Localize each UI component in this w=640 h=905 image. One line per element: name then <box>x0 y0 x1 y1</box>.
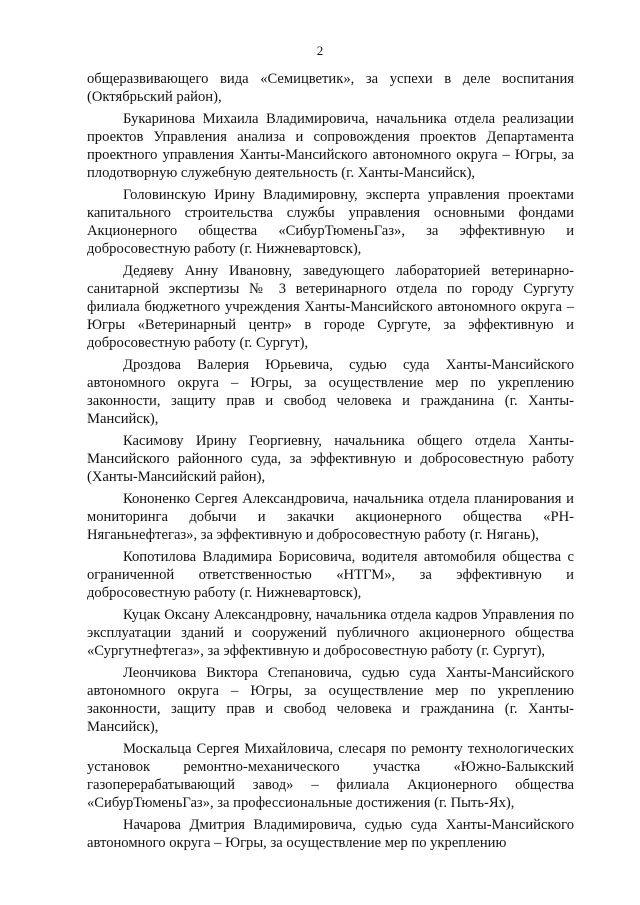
document-body <box>87 70 574 856</box>
award-entry: Москальца Сергея Михайловича, слесаря по ремонту технологических установок ремонтно-механического участка «Южно-Балыкский газоперерабатывающий завод» – филиала Акционерного общества «СибурТюменьГаз», за профессиональные достижения (г. Пыть-Ях), <box>87 741 574 811</box>
award-entry: Головинскую Ирину Владимировну, эксперта управления проектами капитального строительства службы управления основными фондами Акционерного общества «СибурТюменьГаз», за эффективную и добросовестную работу (г. Нижневартовск), <box>87 187 574 257</box>
award-entry: Кононенко Сергея Александровича, начальника отдела планирования и мониторинга добычи и закачки акционерного общества «РН-Няганьнефтегаз», за эффективную и добросовестную работу (г. Нягань), <box>87 491 574 543</box>
award-entry: Дроздова Валерия Юрьевича, судью суда Ханты-Мансийского автономного округа – Югры, за осуществление мер по укреплению законности, защиту прав и свобод человека и гражданина (г. Ханты-Мансийск), <box>87 357 574 427</box>
award-entry-continuation: общеразвивающего вида «Семицветик», за успехи в деле воспитания (Октябрьский район), <box>87 71 574 105</box>
award-entry: Куцак Оксану Александровну, начальника отдела кадров Управления по эксплуатации зданий и сооружений публичного акционерного общества «Сургутнефтегаз», за эффективную и добросовестную работу (г. Сургут), <box>87 607 574 659</box>
award-entry: Букаринова Михаила Владимировича, начальника отдела реализации проектов Управления анализа и сопровождения проектов Департамента проектного управления Ханты-Мансийского автономного округа – Югры, за плодотворную служебную деятельность (г. Ханты-Мансийск), <box>87 111 574 181</box>
award-entry: Касимову Ирину Георгиевну, начальника общего отдела Ханты-Мансийского районного суда, за эффективную и добросовестную работу (Ханты-Мансийский район), <box>87 433 574 485</box>
award-entry: Леончикова Виктора Степановича, судью суда Ханты-Мансийского автономного округа – Югры, за осуществление мер по укреплению законности, защиту прав и свобод человека и гражданина (г. Ханты-Мансийск), <box>87 665 574 735</box>
page-number: 2 <box>316 43 324 58</box>
award-entry: Дедяеву Анну Ивановну, заведующего лабораторией ветеринарно-санитарной экспертизы № 3 ветеринарного отдела по городу Сургуту филиала бюджетного учреждения Ханты-Мансийского автономного округа – Югры «Ветеринарный центр» в городе Сургуте, за эффективную и добросовестную работу (г. Сургут), <box>87 263 574 351</box>
award-entry: Копотилова Владимира Борисовича, водителя автомобиля общества с ограниченной ответственностью «НТГМ», за эффективную и добросовестную работу (г. Нижневартовск), <box>87 549 574 601</box>
award-entry: Начарова Дмитрия Владимировича, судью суда Ханты-Мансийского автономного округа – Югры, за осуществление мер по укреплению <box>87 817 574 851</box>
